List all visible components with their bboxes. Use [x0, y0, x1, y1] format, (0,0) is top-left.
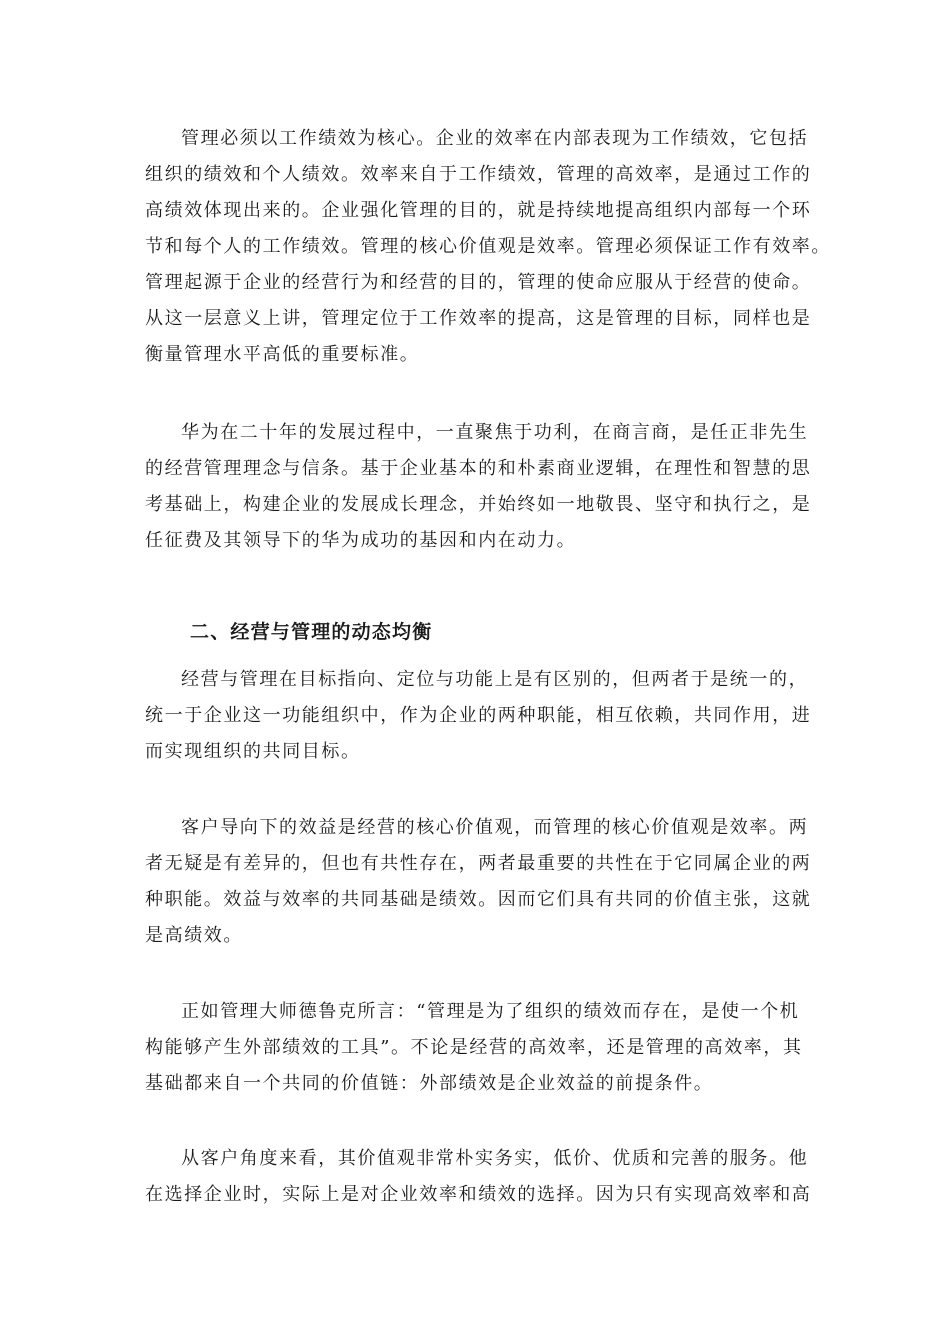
text-line: 管理起源于企业的经营行为和经营的目的，管理的使命应服从于经营的使命。	[145, 272, 812, 293]
paragraph-customer-perspective	[145, 1141, 825, 1213]
text-line: 是高绩效。	[145, 925, 243, 946]
text-line: 从客户角度来看，其价值观非常朴实务实，低价、优质和完善的服务。他	[181, 1148, 809, 1169]
text-line: 高绩效体现出来的。企业强化管理的目的，就是持续地提高组织内部每一个环	[145, 200, 812, 221]
text-line: 从这一层意义上讲，管理定位于工作效率的提高，这是管理的目标，同样也是	[145, 308, 812, 329]
paragraph-operation-vs-management	[145, 662, 825, 770]
text-line: 节和每个人的工作绩效。管理的核心价值观是效率。管理必须保证工作有效率。	[145, 236, 831, 257]
section-heading: 二、经营与管理的动态均衡	[190, 621, 433, 643]
text-line: 管理必须以工作绩效为核心。企业的效率在内部表现为工作绩效，它包括	[181, 128, 809, 149]
paragraph-management-performance	[145, 121, 831, 373]
text-line: 衡量管理水平高低的重要标准。	[145, 344, 420, 365]
text-line: 的经营管理理念与信条。基于企业基本的和朴素商业逻辑，在理性和智慧的思	[145, 458, 812, 479]
text-line: 客户导向下的效益是经营的核心价值观，而管理的核心价值观是效率。两	[181, 817, 809, 838]
text-line: 基础都来自一个共同的价值链：外部绩效是企业效益的前提条件。	[145, 1073, 714, 1094]
text-line: 统一于企业这一功能组织中，作为企业的两种职能，相互依赖，共同作用，进	[145, 705, 812, 726]
text-line: 而实现组织的共同目标。	[145, 741, 361, 762]
text-line: 种职能。效益与效率的共同基础是绩效。因而它们具有共同的价值主张，这就	[145, 889, 812, 910]
text-line: 考基础上，构建企业的发展成长理念，并始终如一地敬畏、坚守和执行之，是	[145, 494, 812, 515]
text-line: 在选择企业时，实际上是对企业效率和绩效的选择。因为只有实现高效率和高	[145, 1184, 812, 1205]
text-line: 组织的绩效和个人绩效。效率来自于工作绩效，管理的高效率，是通过工作的	[145, 164, 812, 185]
paragraph-drucker-quote	[145, 994, 825, 1102]
text-line: 构能够产生外部绩效的工具”。不论是经营的高效率，还是管理的高效率，其	[145, 1037, 803, 1058]
text-line: 经营与管理在目标指向、定位与功能上是有区别的，但两者于是统一的，	[181, 669, 809, 690]
paragraph-customer-orientation	[145, 810, 825, 954]
text-line: 华为在二十年的发展过程中，一直聚焦于功利，在商言商，是任正非先生	[181, 422, 809, 443]
text-line: 者无疑是有差异的，但也有共性存在，两者最重要的共性在于它同属企业的两	[145, 853, 812, 874]
text-line: 任征费及其领导下的华为成功的基因和内在动力。	[145, 530, 577, 551]
paragraph-huawei	[145, 415, 825, 559]
text-line: 正如管理大师德鲁克所言：“管理是为了组织的绩效而存在，是使一个机	[181, 1001, 800, 1022]
